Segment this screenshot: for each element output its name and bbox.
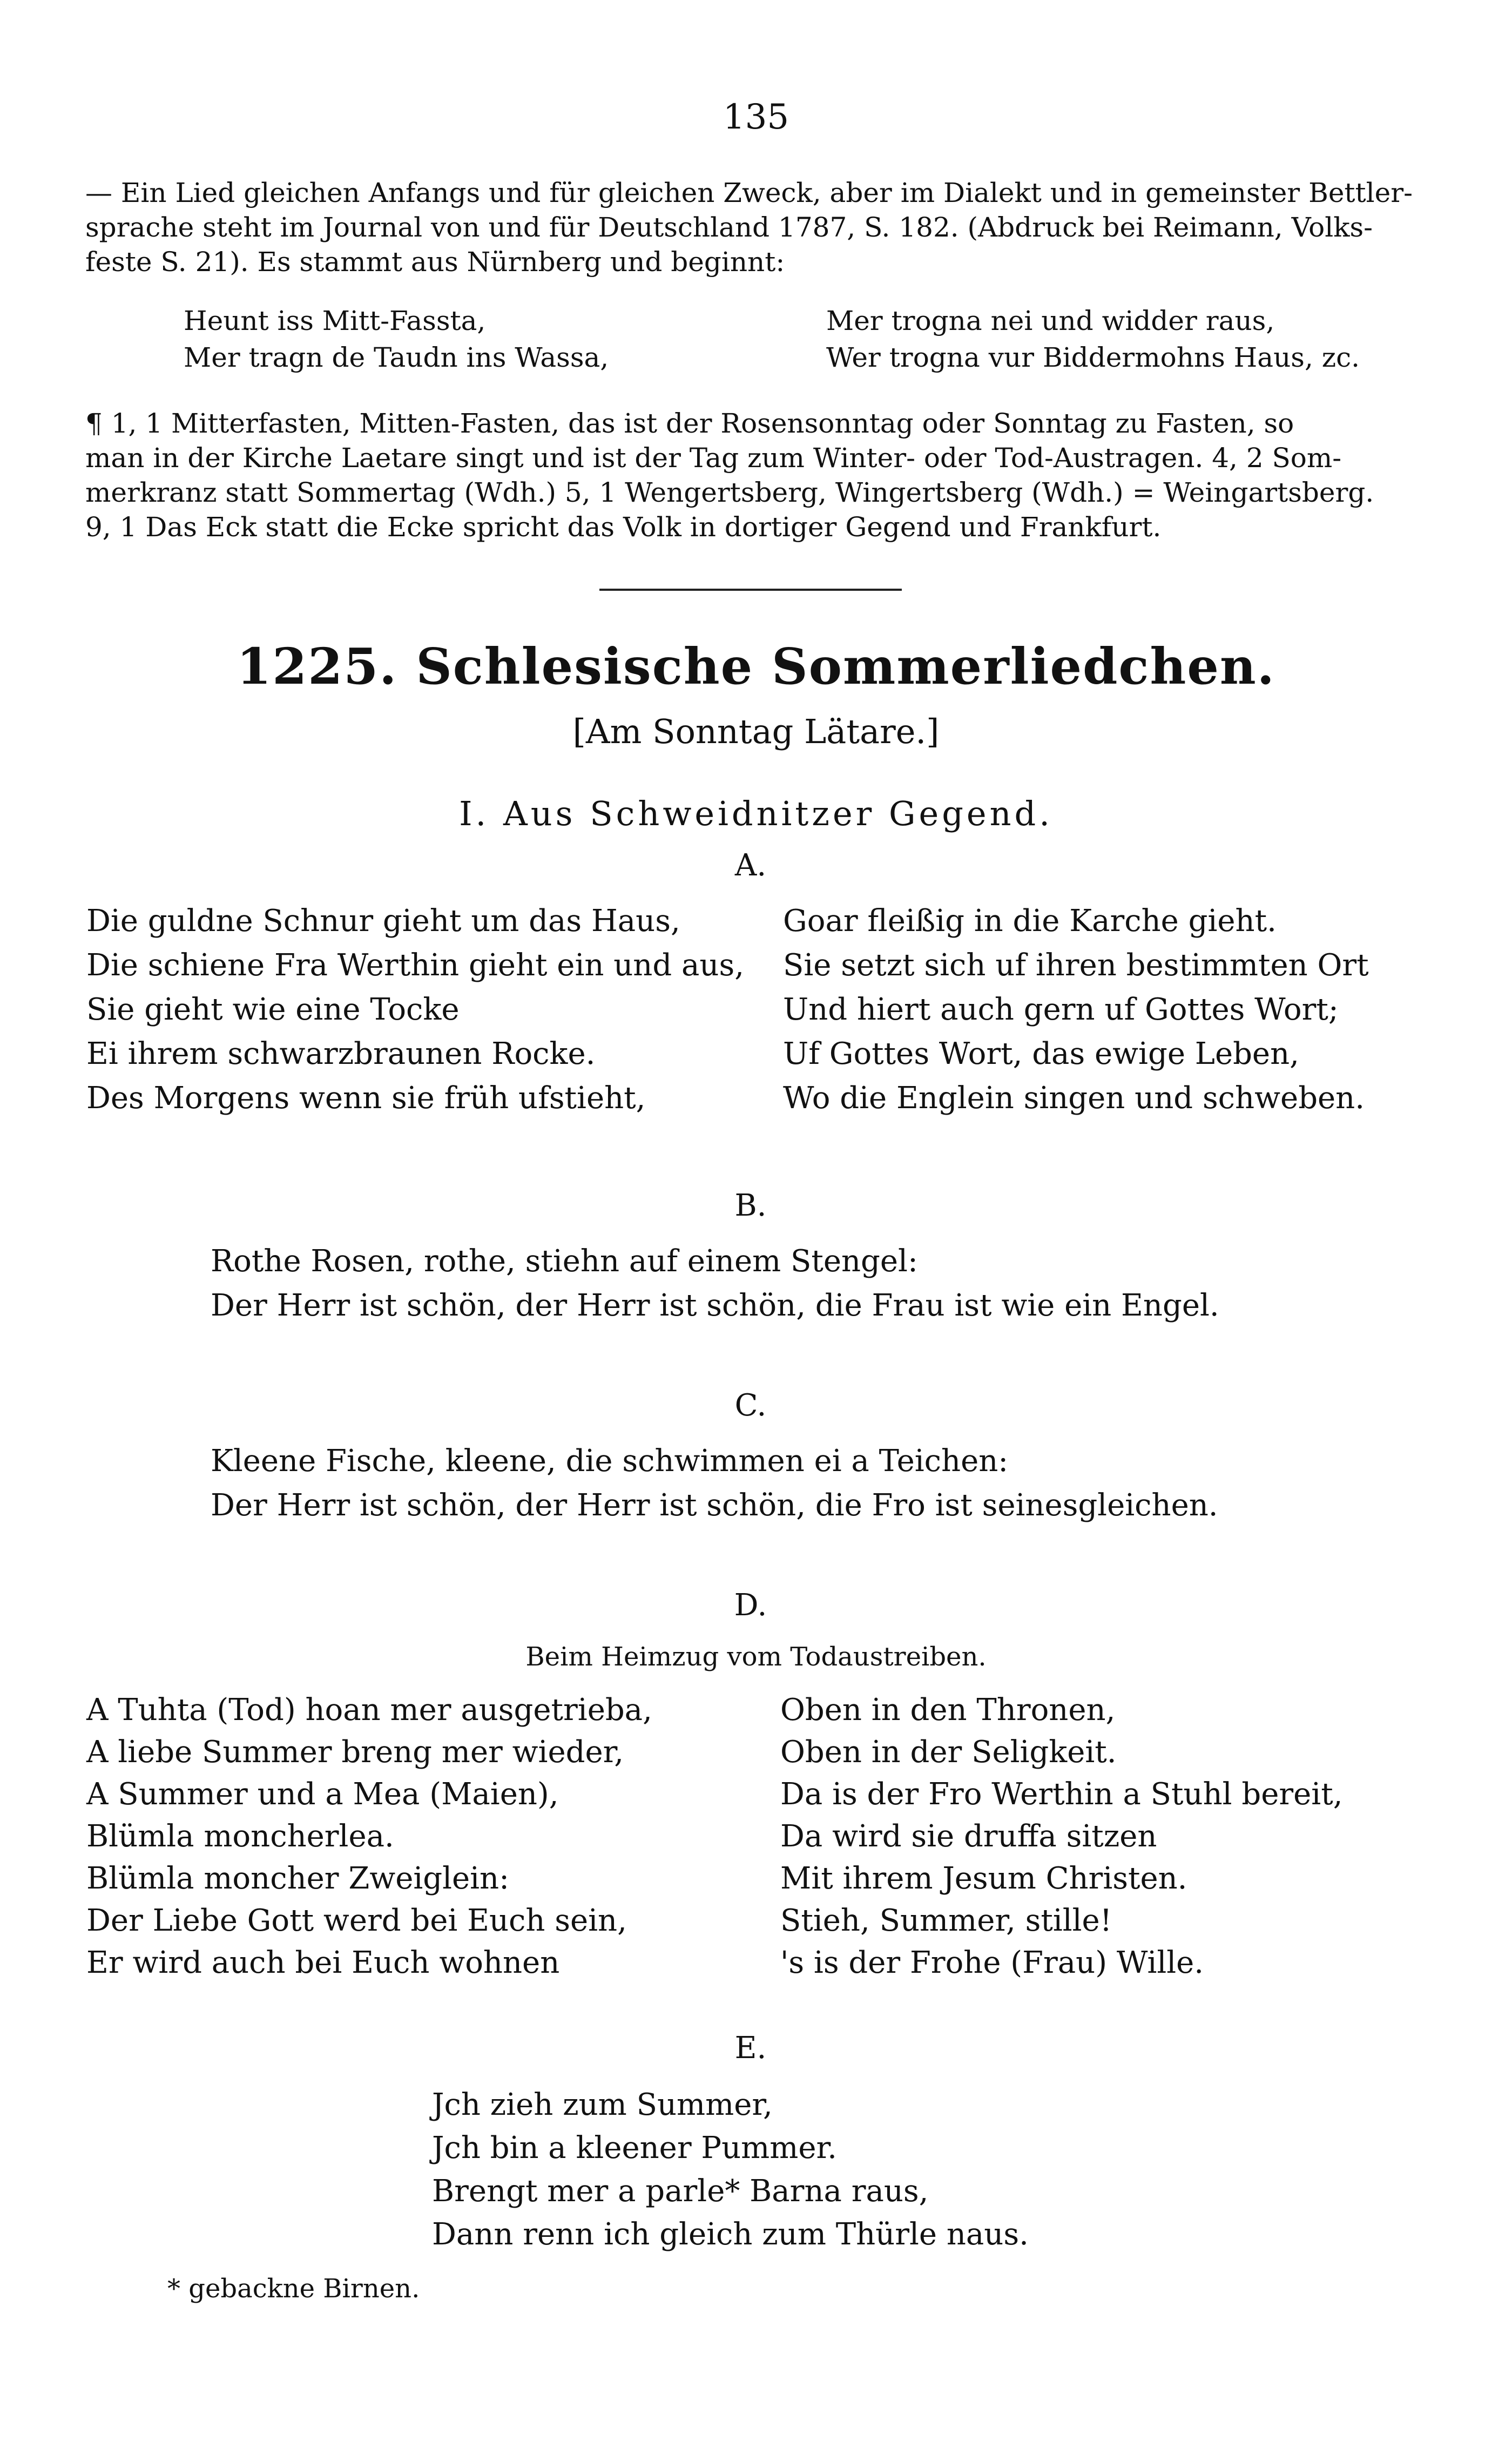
verse-line: Oben in der Seligkeit. — [780, 1735, 1117, 1770]
song-title-text: Schlesische Sommerliedchen. — [416, 637, 1275, 696]
song-subtitle: [Am Sonntag Lätare.] — [572, 712, 940, 751]
section-b-label: B. — [734, 1188, 767, 1223]
verse-line: Dann renn ich gleich zum Thürle naus. — [432, 2217, 1029, 2252]
intro-line: feste S. 21). Es stammt aus Nürnberg und beginnt: — [85, 246, 785, 278]
verse-line: Brengt mer a parle* Barna raus, — [432, 2174, 929, 2209]
verse-line: Die guldne Schnur gieht um das Haus, — [86, 903, 680, 939]
verse-line: Sie setzt sich uf ihren bestimmten Ort — [783, 948, 1369, 983]
notes-line: man in der Kirche Laetare singt und ist der Tag zum Winter- oder Tod-Austragen. 4, 2 Som- — [85, 442, 1342, 474]
section-e-label: E. — [734, 2031, 767, 2066]
verse-line: Wo die Englein singen und schweben. — [783, 1081, 1365, 1116]
verse-line: Ei ihrem schwarzbraunen Rocke. — [86, 1036, 596, 1071]
notes-line: ¶ 1, 1 Mitterfasten, Mitten-Fasten, das ist der Rosensonntag oder Sonntag zu Fasten, so — [85, 408, 1294, 439]
verse-line: Mer trogna nei und widder raus, — [826, 305, 1275, 336]
section-e-verse — [432, 2083, 1029, 2256]
verse-line: A Tuhta (Tod) hoan mer ausgetrieba, — [86, 1692, 652, 1728]
footnote: * gebackne Birnen. — [167, 2274, 420, 2304]
section-b-verse — [211, 1239, 1219, 1328]
section-a-label: A. — [734, 848, 767, 883]
verse-line: Uf Gottes Wort, das ewige Leben, — [783, 1036, 1299, 1071]
verse-line: Kleene Fische, kleene, die schwimmen ei a Teichen: — [211, 1444, 1009, 1479]
page-number: 135 — [723, 97, 789, 137]
verse-line: Des Morgens wenn sie früh ufstieht, — [86, 1081, 646, 1116]
song-title — [0, 637, 1512, 696]
verse-line: Der Herr ist schön, der Herr ist schön, die Fro ist seinesgleichen. — [211, 1488, 1218, 1523]
section-c-verse — [211, 1439, 1218, 1528]
verse-line: Jch zieh zum Summer, — [432, 2087, 773, 2122]
verse-line: Blümla moncher Zweiglein: — [86, 1861, 509, 1896]
verse-line: Wer trogna vur Biddermohns Haus, zc. — [826, 342, 1360, 373]
section-divider — [599, 589, 902, 591]
verse-line: A Summer und a Mea (Maien), — [86, 1777, 559, 1812]
intro-line: sprache steht im Journal von und für Deutschland 1787, S. 182. (Abdruck bei Reimann, Volks- — [85, 212, 1373, 243]
verse-line: Da is der Fro Werthin a Stuhl bereit, — [780, 1777, 1343, 1812]
section-a-right — [783, 899, 1369, 1121]
verse-line: Goar fleißig in die Karche gieht. — [783, 903, 1277, 939]
notes-line: 9, 1 Das Eck statt die Ecke spricht das Volk in dortiger Gegend und Frankfurt. — [85, 511, 1162, 543]
verse-line: Er wird auch bei Euch wohnen — [86, 1945, 560, 1980]
song-number: 1225. — [237, 637, 398, 696]
section-a-left — [86, 899, 744, 1121]
verse-line: Der Herr ist schön, der Herr ist schön, die Frau ist wie ein Engel. — [211, 1288, 1219, 1323]
verse-line: Sie gieht wie eine Tocke — [86, 992, 460, 1027]
verse-line: Und hiert auch gern uf Gottes Wort; — [783, 992, 1339, 1027]
notes-line: merkranz statt Sommertag (Wdh.) 5, 1 Wengertsberg, Wingertsberg (Wdh.) = Weingartsberg. — [85, 477, 1374, 508]
verse-line: Blümla moncherlea. — [86, 1819, 394, 1854]
verse-line: Da wird sie druffa sitzen — [780, 1819, 1157, 1854]
section-d-right — [780, 1689, 1343, 1984]
verse-line: Die schiene Fra Werthin gieht ein und aus, — [86, 948, 744, 983]
notes-paragraph — [85, 406, 1435, 544]
intro-paragraph — [85, 176, 1435, 279]
verse-line: 's is der Frohe (Frau) Wille. — [780, 1945, 1204, 1980]
verse-line: Jch bin a kleener Pummer. — [432, 2130, 837, 2166]
verse-line: Der Liebe Gott werd bei Euch sein, — [86, 1903, 627, 1938]
section-d-left — [86, 1689, 652, 1984]
verse-line: Stieh, Summer, stille! — [780, 1903, 1112, 1938]
intro-line: — Ein Lied gleichen Anfangs und für gleichen Zweck, aber im Dialekt und in gemeinster Bettler- — [85, 177, 1413, 208]
section-d-heading: Beim Heimzug vom Todaustreiben. — [525, 1642, 987, 1672]
verse-line: Heunt iss Mitt-Fassta, — [184, 305, 486, 336]
nuremberg-verse-right — [826, 302, 1360, 376]
verse-line: Mit ihrem Jesum Christen. — [780, 1861, 1187, 1896]
verse-line: Oben in den Thronen, — [780, 1692, 1116, 1728]
section-c-label: C. — [734, 1388, 767, 1423]
verse-line: Rothe Rosen, rothe, stiehn auf einem Stengel: — [211, 1244, 918, 1279]
part-heading: I. Aus Schweidnitzer Gegend. — [459, 794, 1053, 833]
verse-line: Mer tragn de Taudn ins Wassa, — [184, 342, 609, 373]
section-d-label: D. — [734, 1588, 767, 1623]
verse-line: A liebe Summer breng mer wieder, — [86, 1735, 624, 1770]
nuremberg-verse-left — [184, 302, 609, 376]
